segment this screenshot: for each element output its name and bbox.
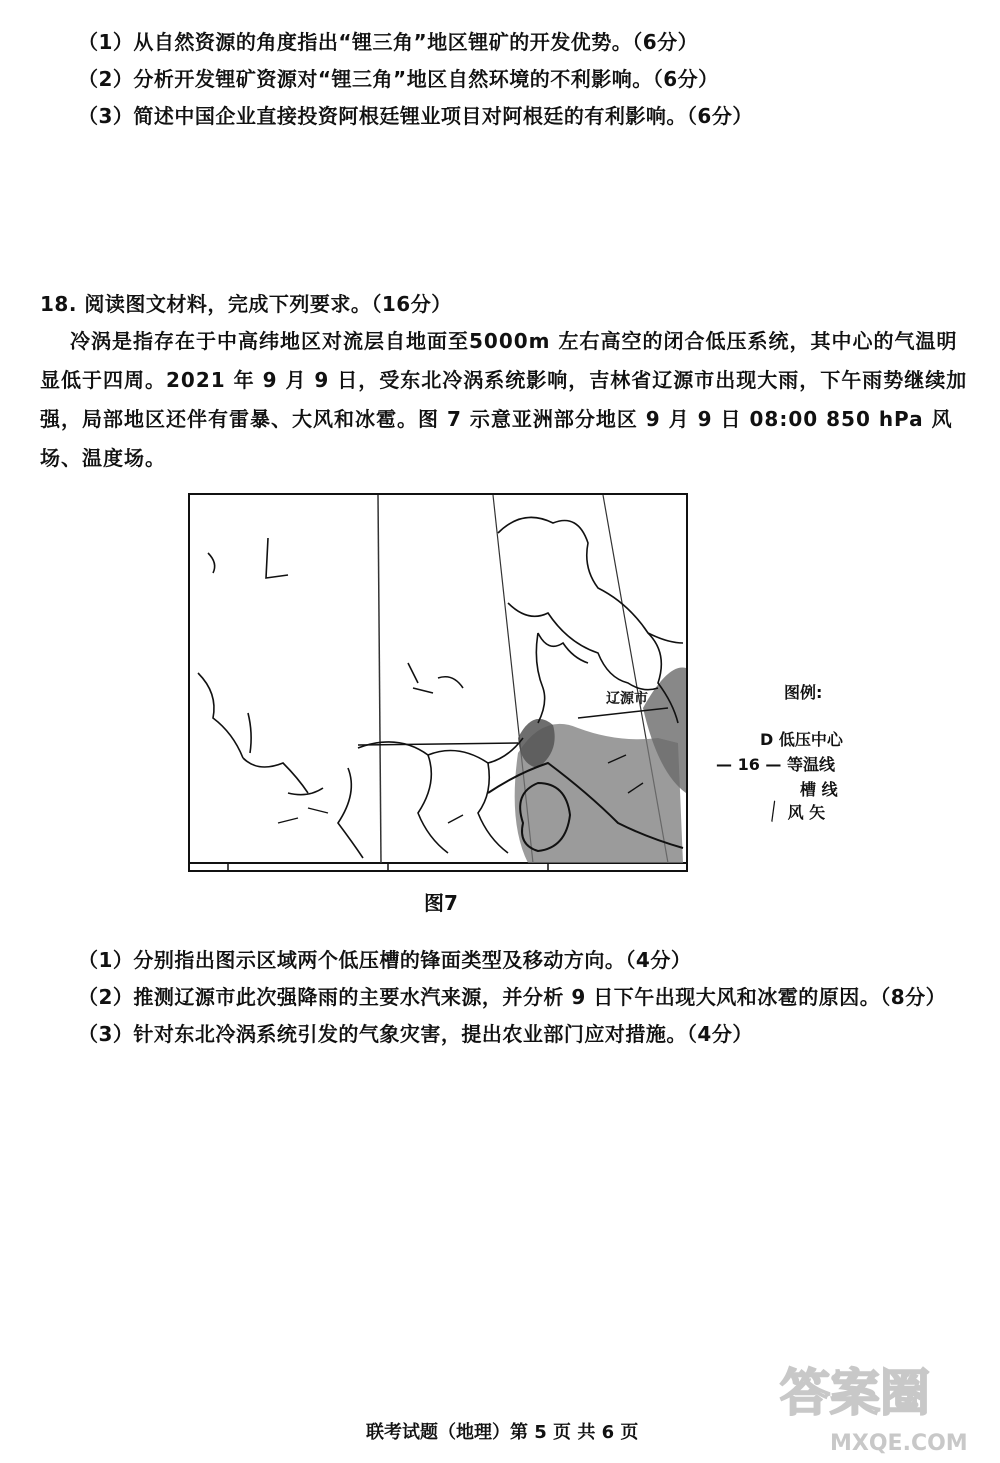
q17-item-1: （1）从自然资源的角度指出“锂三角”地区锂矿的开发优势。（6分） bbox=[78, 30, 699, 54]
map-axis-bar bbox=[189, 863, 687, 871]
q18-item-3: （3）针对东北冷涡系统引发的气象灾害，提出农业部门应对措施。（4分） bbox=[78, 1022, 753, 1046]
svg-text:答案圈: 答案圈 bbox=[780, 1364, 930, 1422]
liaoyuan-label: 辽源市 bbox=[606, 691, 648, 707]
legend-isotherm: — 16 — 等温线 bbox=[716, 755, 835, 774]
legend-trough: 槽 线 bbox=[800, 780, 838, 799]
page-footer: 联考试题（地理）第 5 页 共 6 页 bbox=[366, 1422, 639, 1443]
wind-arrow-icon: ╲ bbox=[763, 800, 783, 822]
q17-item-2: （2）分析开发锂矿资源对“锂三角”地区自然环境的不利影响。（6分） bbox=[78, 67, 719, 91]
q18-item-2: （2）推测辽源市此次强降雨的主要水汽来源，并分析 9 日下午出现大风和冰雹的原因。（8分） bbox=[78, 985, 947, 1009]
q18-item-1: （1）分别指出图示区域两个低压槽的锋面类型及移动方向。（4分） bbox=[78, 948, 692, 972]
legend-low-center: D 低压中心 bbox=[760, 730, 843, 749]
figure-caption: 图7 bbox=[424, 891, 458, 915]
q18-material-text: 冷涡是指存在于中高纬地区对流层自地面至5000m 左右高空的闭合低压系统，其中心的气温明显低于四周。2021 年 9 月 9 日，受东北冷涡系统影响，吉林省辽源市出现大雨，下午雨势继续加强，局部地区还伴有雷暴、大风和冰雹。图 7 示意亚洲部分地区 9 月 9 日 08:00 850 hPa 风场、温度场。 bbox=[40, 329, 968, 470]
q18-heading: 18. 阅读图文材料，完成下列要求。（16分） bbox=[40, 292, 452, 316]
legend-title: 图例: bbox=[784, 683, 823, 702]
legend-wind: 风 矢 bbox=[787, 803, 826, 822]
weather-map bbox=[188, 493, 688, 873]
q18-material-paragraph bbox=[40, 322, 975, 478]
svg-text:MXQE.COM: MXQE.COM bbox=[830, 1431, 968, 1456]
legend-wind-row bbox=[763, 800, 826, 823]
watermark-logo bbox=[770, 1350, 980, 1460]
q17-item-3: （3）简述中国企业直接投资阿根廷锂业项目对阿根廷的有利影响。（6分） bbox=[78, 104, 753, 128]
